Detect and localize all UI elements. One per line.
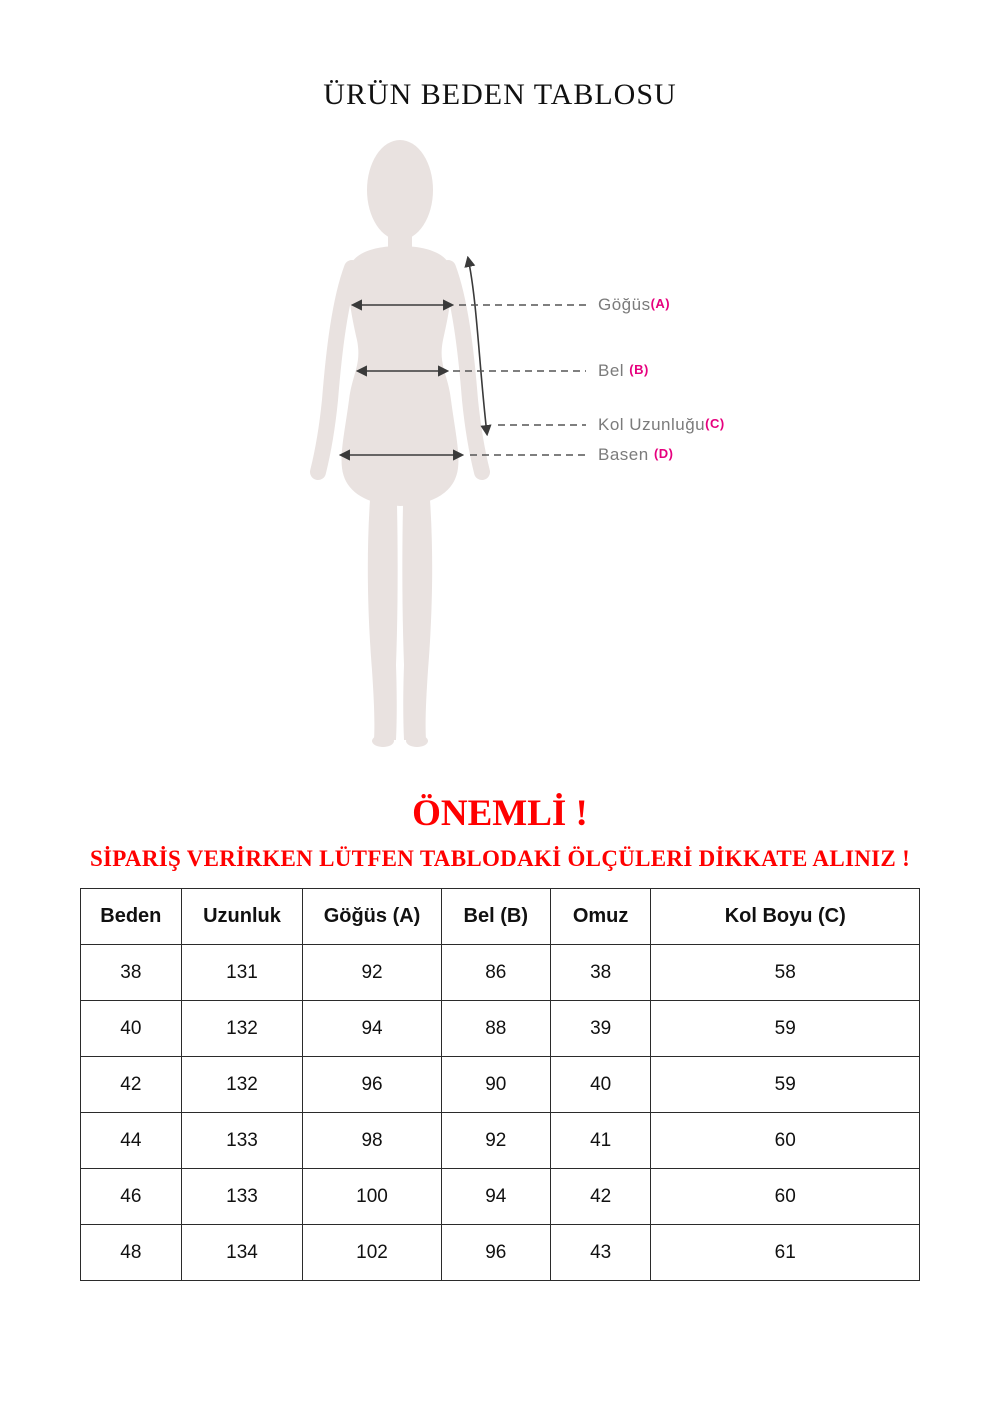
label-gogus	[598, 295, 670, 315]
label-basen-text: Basen	[598, 445, 654, 464]
header-bel: Bel (B)	[441, 889, 550, 945]
label-bel-text: Bel	[598, 361, 630, 380]
label-kol-code: (C)	[705, 416, 725, 431]
cell: 98	[303, 1113, 441, 1169]
cell: 41	[550, 1113, 651, 1169]
cell: 59	[651, 1001, 920, 1057]
cell: 133	[181, 1169, 303, 1225]
size-table-container	[80, 888, 920, 1281]
cell: 39	[550, 1001, 651, 1057]
cell: 40	[81, 1001, 182, 1057]
header-beden: Beden	[81, 889, 182, 945]
cell: 40	[550, 1057, 651, 1113]
cell: 88	[441, 1001, 550, 1057]
cell: 86	[441, 945, 550, 1001]
cell: 131	[181, 945, 303, 1001]
cell: 58	[651, 945, 920, 1001]
table-row	[81, 945, 920, 1001]
cell: 132	[181, 1001, 303, 1057]
cell: 96	[441, 1225, 550, 1281]
header-omuz: Omuz	[550, 889, 651, 945]
cell: 96	[303, 1057, 441, 1113]
cell: 92	[441, 1113, 550, 1169]
size-table-header-row	[81, 889, 920, 945]
cell: 42	[81, 1057, 182, 1113]
cell: 134	[181, 1225, 303, 1281]
label-basen	[598, 445, 673, 465]
label-kol-uzunlugu	[598, 415, 725, 435]
cell: 94	[303, 1001, 441, 1057]
cell: 48	[81, 1225, 182, 1281]
table-row	[81, 1113, 920, 1169]
cell: 59	[651, 1057, 920, 1113]
cell: 94	[441, 1169, 550, 1225]
cell: 42	[550, 1169, 651, 1225]
cell: 102	[303, 1225, 441, 1281]
cell: 43	[550, 1225, 651, 1281]
cell: 44	[81, 1113, 182, 1169]
table-row	[81, 1225, 920, 1281]
table-row	[81, 1169, 920, 1225]
cell: 46	[81, 1169, 182, 1225]
cell: 90	[441, 1057, 550, 1113]
warning-text: SİPARİŞ VERİRKEN LÜTFEN TABLODAKİ ÖLÇÜLERİ DİKKATE ALINIZ !	[89, 846, 911, 871]
important-heading: ÖNEMLİ !	[412, 793, 588, 834]
cell: 61	[651, 1225, 920, 1281]
cell: 133	[181, 1113, 303, 1169]
header-gogus: Göğüs (A)	[303, 889, 441, 945]
label-bel	[598, 361, 649, 381]
cell: 60	[651, 1113, 920, 1169]
label-basen-code: (D)	[653, 446, 674, 461]
cell: 132	[181, 1057, 303, 1113]
cell: 38	[81, 945, 182, 1001]
table-row	[81, 1057, 920, 1113]
table-row	[81, 1001, 920, 1057]
page-title: ÜRÜN BEDEN TABLOSU	[323, 78, 677, 111]
label-kol-text: Kol Uzunluğu	[598, 415, 706, 434]
label-gogus-text: Göğüs	[598, 295, 651, 314]
cell: 38	[550, 945, 651, 1001]
cell: 60	[651, 1169, 920, 1225]
label-gogus-code: (A)	[650, 296, 671, 311]
cell: 100	[303, 1169, 441, 1225]
label-bel-code: (B)	[629, 362, 649, 377]
size-table	[80, 888, 920, 1281]
cell: 92	[303, 945, 441, 1001]
header-uzunluk: Uzunluk	[181, 889, 303, 945]
body-silhouette	[318, 140, 482, 747]
header-kol-boyu: Kol Boyu (C)	[651, 889, 920, 945]
